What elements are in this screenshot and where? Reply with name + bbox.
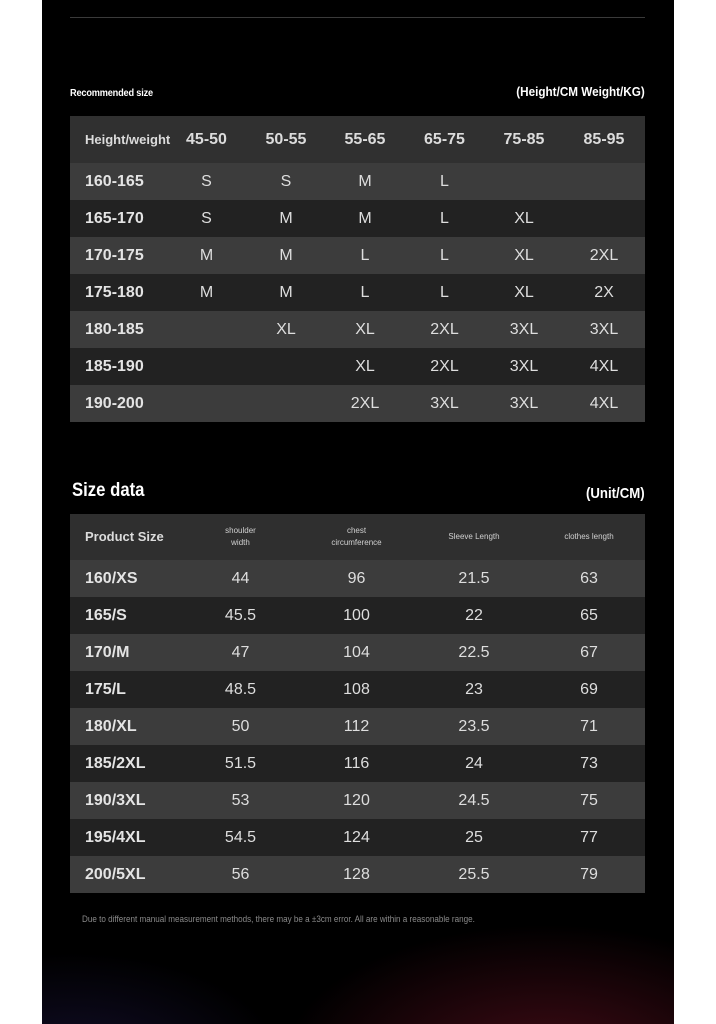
table-row (70, 671, 645, 708)
table-cell: 63 (533, 560, 645, 597)
table-cell: 75 (533, 782, 645, 819)
table-cell (485, 163, 563, 200)
table-cell: L (404, 163, 485, 200)
table-cell: 65 (533, 597, 645, 634)
table-row (70, 311, 645, 348)
table-cell: 54.5 (183, 819, 298, 856)
column-header: Product Size (70, 514, 183, 560)
table-cell: 44 (183, 560, 298, 597)
table-cell: XL (246, 311, 326, 348)
table-cell: 51.5 (183, 745, 298, 782)
size-data-unit: (Unit/CM) (586, 485, 645, 502)
table-cell: 56 (183, 856, 298, 893)
table-cell: L (326, 237, 404, 274)
table-cell: 3XL (485, 348, 563, 385)
recommended-size-heading (70, 84, 645, 99)
table-cell: 21.5 (415, 560, 533, 597)
table-cell: 112 (298, 708, 415, 745)
table-cell: 3XL (485, 311, 563, 348)
recommended-size-unit: (Height/CM Weight/KG) (516, 84, 645, 99)
table-cell: XL (485, 274, 563, 311)
table-row (70, 200, 645, 237)
table-cell: 53 (183, 782, 298, 819)
table-row (70, 782, 645, 819)
table-cell: 180-185 (70, 311, 167, 348)
table-cell: S (246, 163, 326, 200)
table-cell: 180/XL (70, 708, 183, 745)
table-cell: 190/3XL (70, 782, 183, 819)
column-header: Height/weight (70, 116, 167, 163)
table-cell: 124 (298, 819, 415, 856)
column-header: 85-95 (563, 116, 645, 163)
table-cell: 24 (415, 745, 533, 782)
table-cell: 170-175 (70, 237, 167, 274)
table-row (70, 597, 645, 634)
table-cell: 3XL (485, 385, 563, 422)
table-cell: 2X (563, 274, 645, 311)
table-cell: 3XL (404, 385, 485, 422)
table-row (70, 163, 645, 200)
table-cell: 116 (298, 745, 415, 782)
table-cell: 79 (533, 856, 645, 893)
column-header: 55-65 (326, 116, 404, 163)
table-header-row (70, 116, 645, 163)
table-cell: 185-190 (70, 348, 167, 385)
recommended-size-title: Recommended size (70, 88, 153, 99)
table-cell: S (167, 163, 246, 200)
table-cell: 69 (533, 671, 645, 708)
table-cell: 73 (533, 745, 645, 782)
table-cell: 100 (298, 597, 415, 634)
size-chart-panel (42, 0, 674, 1024)
table-cell: S (167, 200, 246, 237)
column-header: clothes length (533, 514, 645, 560)
table-row (70, 274, 645, 311)
table-row (70, 819, 645, 856)
table-row (70, 708, 645, 745)
header-line: chest (346, 526, 367, 535)
table-cell: L (404, 274, 485, 311)
table-cell: L (326, 274, 404, 311)
table-cell: 165/S (70, 597, 183, 634)
size-data-table (70, 514, 645, 893)
table-cell: XL (485, 200, 563, 237)
table-cell: 108 (298, 671, 415, 708)
table-cell (167, 348, 246, 385)
table-cell: 160-165 (70, 163, 167, 200)
table-cell: 200/5XL (70, 856, 183, 893)
table-row (70, 745, 645, 782)
column-header (183, 514, 298, 560)
table-row (70, 856, 645, 893)
table-cell: 22.5 (415, 634, 533, 671)
table-cell: 67 (533, 634, 645, 671)
table-cell: XL (485, 237, 563, 274)
table-cell: 2XL (404, 348, 485, 385)
table-cell: 3XL (563, 311, 645, 348)
column-header: 50-55 (246, 116, 326, 163)
table-cell: 170/M (70, 634, 183, 671)
table-header-row (70, 514, 645, 560)
column-header: 45-50 (167, 116, 246, 163)
table-cell (167, 311, 246, 348)
table-cell: 71 (533, 708, 645, 745)
table-cell: 48.5 (183, 671, 298, 708)
table-cell: 25.5 (415, 856, 533, 893)
table-cell: 2XL (563, 237, 645, 274)
table-cell: 4XL (563, 348, 645, 385)
table-cell: 23 (415, 671, 533, 708)
table-cell: 23.5 (415, 708, 533, 745)
measurement-note: Due to different manual measurement methods, there may be a ±3cm error. All are within a reasonable range. (82, 914, 475, 924)
table-cell: M (246, 237, 326, 274)
table-cell (563, 200, 645, 237)
table-cell: XL (326, 348, 404, 385)
table-cell: 96 (298, 560, 415, 597)
table-cell (563, 163, 645, 200)
table-cell: M (326, 200, 404, 237)
top-divider (70, 17, 645, 18)
table-cell: XL (326, 311, 404, 348)
table-cell: 24.5 (415, 782, 533, 819)
table-row (70, 385, 645, 422)
table-cell: 185/2XL (70, 745, 183, 782)
column-header: 65-75 (404, 116, 485, 163)
table-cell: 175/L (70, 671, 183, 708)
column-header (298, 514, 415, 560)
header-line: width (231, 538, 250, 547)
table-cell: 77 (533, 819, 645, 856)
table-cell: M (246, 274, 326, 311)
table-cell: 22 (415, 597, 533, 634)
recommended-size-table (70, 116, 645, 422)
table-cell: 4XL (563, 385, 645, 422)
table-cell: M (246, 200, 326, 237)
table-cell: 2XL (404, 311, 485, 348)
column-header: Sleeve Length (415, 514, 533, 560)
table-cell: L (404, 237, 485, 274)
size-data-heading (70, 480, 645, 502)
table-row (70, 237, 645, 274)
table-cell: 160/XS (70, 560, 183, 597)
column-header: 75-85 (485, 116, 563, 163)
table-cell: M (167, 237, 246, 274)
header-line: circumference (331, 538, 382, 547)
size-data-title: Size data (72, 480, 145, 501)
table-cell: 190-200 (70, 385, 167, 422)
table-row (70, 560, 645, 597)
table-cell (246, 348, 326, 385)
table-cell: 50 (183, 708, 298, 745)
table-cell: L (404, 200, 485, 237)
table-cell (167, 385, 246, 422)
table-cell: 120 (298, 782, 415, 819)
table-cell (246, 385, 326, 422)
table-cell: 195/4XL (70, 819, 183, 856)
table-cell: 2XL (326, 385, 404, 422)
table-cell: 165-170 (70, 200, 167, 237)
header-line: shoulder (225, 526, 256, 535)
table-cell: M (167, 274, 246, 311)
table-cell: 25 (415, 819, 533, 856)
table-cell: 45.5 (183, 597, 298, 634)
table-row (70, 634, 645, 671)
table-cell: 128 (298, 856, 415, 893)
table-cell: 175-180 (70, 274, 167, 311)
table-cell: 104 (298, 634, 415, 671)
table-cell: M (326, 163, 404, 200)
table-row (70, 348, 645, 385)
table-cell: 47 (183, 634, 298, 671)
